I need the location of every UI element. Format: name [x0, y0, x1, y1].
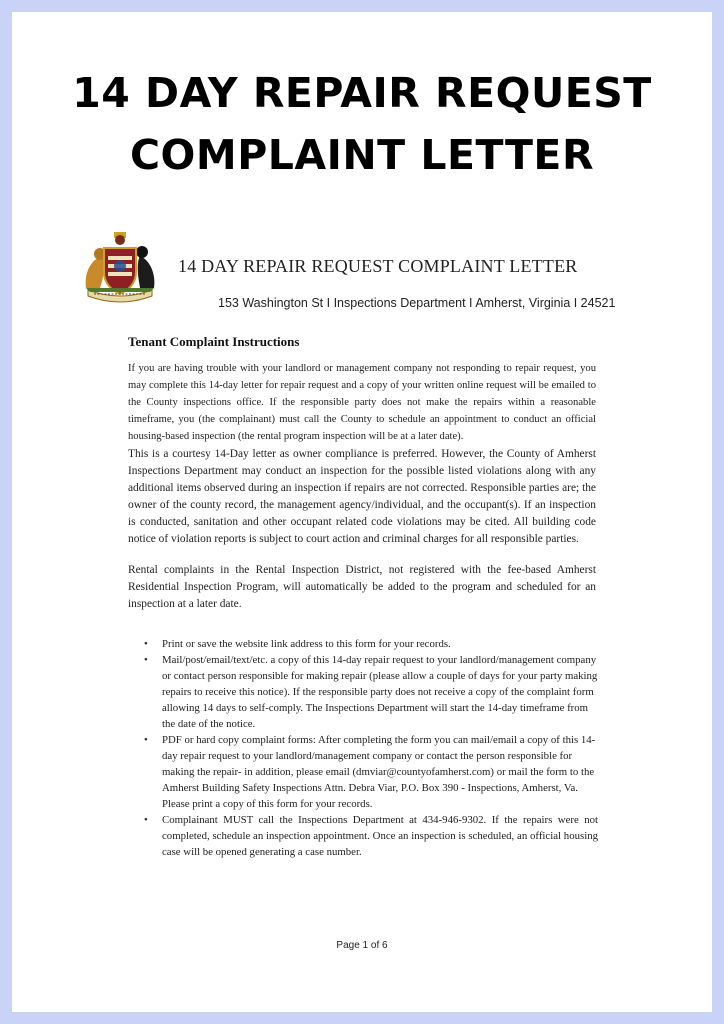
- document-page: [12, 12, 712, 1012]
- page-number: Page 1 of 6: [336, 940, 388, 951]
- instructions-bullet-list: [128, 636, 598, 860]
- list-item: [128, 652, 598, 732]
- bullet-icon: •: [144, 814, 148, 826]
- list-item: [128, 732, 598, 812]
- page-title: [12, 62, 712, 186]
- list-item-text: Complainant MUST call the Inspections Department at 434-946-9302. If the repairs were not completed, schedule an inspection appointment. Once an inspection is scheduled, an official housing case will be opened generating a case number.: [162, 814, 598, 858]
- page-title-line2: COMPLAINT LETTER: [129, 131, 595, 179]
- county-seal-icon: [80, 230, 160, 306]
- instructions-heading: Tenant Complaint Instructions: [128, 334, 300, 349]
- page-title-line1: 14 DAY REPAIR REQUEST: [72, 69, 652, 117]
- list-item: [128, 636, 598, 652]
- letterhead-address: 153 Washington St I Inspections Department I Amherst, Virginia I 24521: [218, 296, 616, 310]
- instructions-paragraph-3: Rental complaints in the Rental Inspection District, not registered with the fee-based Amherst Residential Inspection Program, will automatically be added to the program and scheduled for an inspection at a later date.: [128, 564, 596, 610]
- list-item-text: Print or save the website link address to this form for your records.: [162, 638, 451, 650]
- bullet-icon: •: [144, 734, 148, 746]
- instructions-paragraph-1: If you are having trouble with your landlord or management company not responding to repair request, you may complete this 14-day letter for repair request and a copy of your written online request will be emailed to the County inspections office. If the responsible party does not make the repairs within a reasonable timeframe, you (the complainant) must call the County to schedule an appointment to conduct an official housing-based inspection (the rental program inspection will be at a later date).: [128, 363, 596, 442]
- instructions-paragraph-2: This is a courtesy 14-Day letter as owner compliance is preferred. However, the County of Amherst Inspections Department may conduct an inspection for the possible listed violations along with any additional items observed during an inspection if repairs are not corrected. Responsible parties are; the owner of the county record, the management agency/individual, and the occupant(s). If an inspection is conducted, sanitation and other occupant related code violations may be cited. All building code notice of violation reports is subject to court action and criminal charges for all responsible parties.: [128, 448, 596, 545]
- list-item-text: Mail/post/email/text/etc. a copy of this 14-day repair request to your landlord/management company or contact person responsible for making repair (please allow a couple of days for your party making repairs to receive this notice). If the responsible party does not receive a copy of the complaint form allowing 14 days to self-comply. The Inspections Department will start the 14-day timeframe from the date of the notice.: [162, 654, 598, 730]
- bullet-icon: •: [144, 654, 148, 666]
- list-item-text: PDF or hard copy complaint forms: After completing the form you can mail/email a copy of this 14-day repair request to your landlord/management company or contact the person responsible for making the repair- in addition, please email (dmviar@countyofamherst.com) or mail the form to the Amherst Building Safety Inspections Attn. Debra Viar, P.O. Box 390 - Inspections, Amherst, Va. Please print a copy of this form for your records.: [162, 734, 596, 810]
- letterhead-title: 14 DAY REPAIR REQUEST COMPLAINT LETTER: [178, 256, 578, 276]
- list-item: [128, 812, 598, 860]
- bullet-icon: •: [144, 638, 148, 650]
